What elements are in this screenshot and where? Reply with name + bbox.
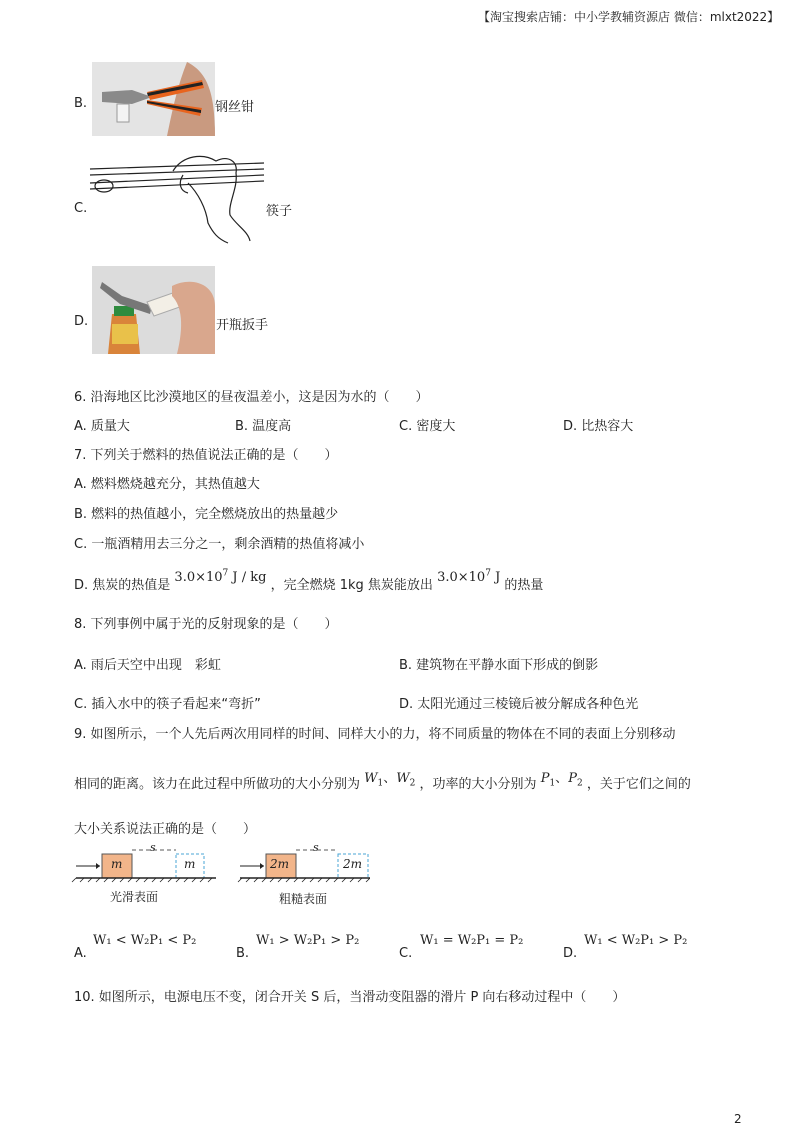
q7-stem: 7. 下列关于燃料的热值说法正确的是（ ）: [74, 448, 338, 463]
q9-p1: P: [540, 771, 550, 786]
q5-option-b-letter: B.: [74, 96, 88, 111]
q7-d-mid: ，完全燃烧 1kg 焦炭能放出: [270, 578, 433, 593]
q7-d-value2-unit: J: [495, 570, 501, 585]
q9-line2-c: ，关于它们之间的: [586, 777, 691, 792]
q6-option-a: A. 质量大: [74, 419, 130, 434]
q9-work-symbols: [364, 771, 416, 789]
q9-line2-a: 相同的距离。该力在此过程中所做功的大小分别为: [74, 777, 361, 792]
q8-option-b: B. 建筑物在平静水面下形成的倒影: [399, 658, 599, 673]
q9-fig1-caption: 光滑表面: [110, 890, 159, 904]
q9-power-symbols: [540, 771, 583, 789]
q9-option-b-letter: B.: [236, 946, 250, 961]
q7-option-d: [74, 568, 544, 593]
q9-line1: 9. 如图所示，一个人先后两次用同样的时间、同样大小的力，将不同质量的物体在不同的表面上分别移动: [74, 727, 676, 742]
q7-option-b: B. 燃料的热值越小，完全燃烧放出的热量越少: [74, 507, 339, 522]
q9-w1-sub: 1: [377, 778, 384, 789]
q7-d-value1-exp: 7: [222, 568, 229, 579]
q9-p2-sub: 2: [576, 778, 583, 789]
q9-w2-sub: 2: [409, 778, 416, 789]
q9-option-d-expr: W₁ < W₂P₁ > P₂: [584, 933, 688, 948]
q6-option-b: B. 温度高: [235, 419, 292, 434]
q7-d-value2: [437, 570, 500, 585]
q9-fig1-block-label: m: [111, 857, 123, 871]
q9-p2: P: [568, 771, 577, 786]
q5-option-b-label: 钢丝钳: [215, 100, 255, 115]
q5-option-d-label: 开瓶扳手: [216, 318, 269, 333]
chopsticks-drawing-icon: [88, 153, 268, 245]
q5-option-d-letter: D.: [74, 314, 89, 329]
q7-d-value2-base: 3.0×10: [437, 570, 486, 585]
q5-option-c-label: 筷子: [266, 204, 293, 219]
q9-w2: W: [396, 771, 410, 786]
page-number: 2: [734, 1112, 742, 1126]
bottle-opener-photo-icon: [92, 266, 215, 354]
q6-option-c: C. 密度大: [399, 419, 456, 434]
q9-option-a-letter: A.: [74, 946, 87, 961]
q9-w-sep: 、: [383, 771, 397, 786]
q7-d-value2-exp: 7: [485, 568, 491, 579]
q7-option-c: C. 一瓶酒精用去三分之一，剩余酒精的热值将减小: [74, 537, 365, 552]
q9-option-c-expr: W₁ = W₂P₁ = P₂: [420, 933, 524, 948]
q9-fig1-dashed-label: m: [184, 857, 196, 871]
q9-fig2-caption: 粗糙表面: [279, 892, 328, 906]
q6-option-d: D. 比热容大: [563, 419, 634, 434]
q7-d-suffix: 的热量: [504, 578, 544, 593]
q9-option-c-letter: C.: [399, 946, 413, 961]
q10-stem: 10. 如图所示，电源电压不变，闭合开关 S 后，当滑动变阻器的滑片 P 向右移动过程中（ ）: [74, 990, 626, 1005]
q8-option-d: D. 太阳光通过三棱镜后被分解成各种色光: [399, 697, 639, 712]
q9-line2-b: ，功率的大小分别为: [419, 777, 537, 792]
q7-d-value1: [174, 570, 266, 585]
q7-d-prefix: D. 焦炭的热值是: [74, 578, 171, 593]
q9-option-a-expr: W₁ < W₂P₁ < P₂: [93, 933, 197, 948]
q9-p1-sub: 1: [549, 778, 556, 789]
pliers-photo-icon: [92, 62, 215, 136]
q5-option-c-letter: C.: [74, 201, 88, 216]
q8-option-a: A. 雨后天空中出现 彩虹: [74, 658, 221, 673]
q7-d-value1-unit: J / kg: [232, 570, 267, 585]
q9-fig2-dashed-label: 2m: [343, 857, 363, 871]
q9-fig1-distance: s: [150, 841, 156, 854]
q9-option-b-expr: W₁ > W₂P₁ > P₂: [256, 933, 360, 948]
q6-stem: 6. 沿海地区比沙漠地区的昼夜温差小，这是因为水的（ ）: [74, 390, 429, 405]
page-header: 【淘宝搜索店铺：中小学教辅资源店 微信：mlxt2022】: [478, 10, 780, 24]
q8-stem: 8. 下列事例中属于光的反射现象的是（ ）: [74, 617, 338, 632]
q9-w1: W: [364, 771, 378, 786]
q9-line3: 大小关系说法正确的是（ ）: [74, 822, 257, 837]
q8-option-c: C. 插入水中的筷子看起来“弯折”: [74, 697, 261, 712]
q9-line2: [74, 773, 691, 795]
q9-p-sep: 、: [555, 771, 569, 786]
q9-fig2-distance: s: [313, 841, 319, 854]
q9-option-d-letter: D.: [563, 946, 578, 961]
q7-d-value1-base: 3.0×10: [174, 570, 223, 585]
q9-fig2-block-label: 2m: [270, 857, 290, 871]
q7-option-a: A. 燃料燃烧越充分，其热值越大: [74, 477, 260, 492]
